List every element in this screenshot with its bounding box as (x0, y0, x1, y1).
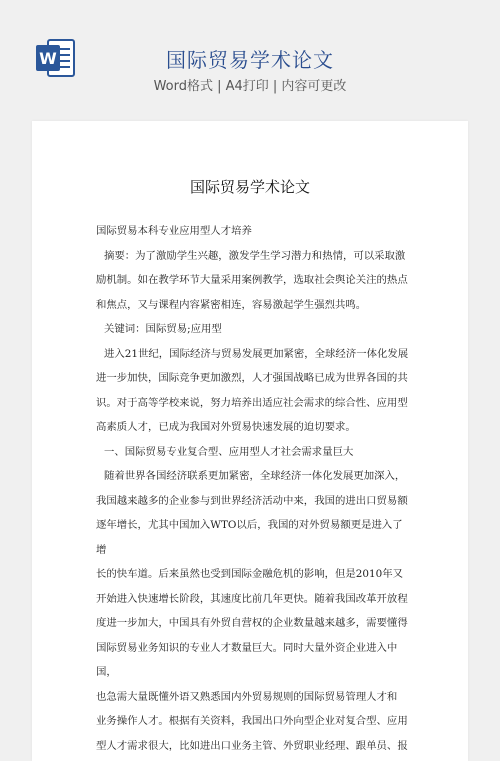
page-subtitle: Word格式 | A4打印 | 内容可更改 (153, 79, 347, 94)
text-line: 识。对于高等学校来说，努力培养出适应社会需求的综合性、应用型 (96, 396, 408, 409)
svg-text:W: W (39, 49, 57, 68)
document-title: 国际贸易学术论文 (189, 178, 310, 196)
text-line: 型人才需求很大，比如进出口业务主管、外贸职业经理、跟单员、报 (96, 739, 408, 752)
text-line: 长的快车道。后来虽然也受到国际金融危机的影响，但是2010年又 (96, 568, 403, 580)
text-line: 开始进入快速增长阶段，其速度比前几年更快。随着我国改革开放程 (96, 592, 408, 605)
text-line: 业务操作人才。根据有关资料，我国出口外向型企业对复合型、应用 (96, 715, 408, 727)
text-line: 随着世界各国经济联系更加紧密，全球经济一体化发展更加深入， (104, 470, 406, 482)
text-line: 度进一步加大，中国具有外贸自营权的企业数量越来越多，需要懂得 (96, 617, 408, 629)
page-title: 国际贸易学术论文 (166, 48, 334, 72)
text-line: 进一步加快，国际竞争更加激烈，人才强国战略已成为世界各国的共 (96, 372, 408, 384)
text-line: 逐年增长，尤其中国加入WTO以后，我国的对外贸易额更是进入了增 (96, 519, 403, 556)
text-line: 高素质人才，已成为我国对外贸易快速发展的迫切要求。 (96, 421, 356, 433)
text-line: 国际贸易本科专业应用型人才培养 (96, 225, 252, 237)
text-line: 关键词：国际贸易;应用型 (104, 323, 222, 335)
text-line: 和焦点，又与课程内容紧密相连，容易激起学生强烈共鸣。 (96, 298, 367, 311)
document-page (32, 121, 468, 761)
text-line: 励机制。如在教学环节大量采用案例教学，选取社会舆论关注的热点 (96, 274, 408, 286)
text-line: 摘要：为了激励学生兴趣，激发学生学习潜力和热情，可以采取激 (104, 249, 406, 262)
page-header (0, 0, 500, 118)
text-line: 也急需大量既懂外语又熟悉国内外贸易规则的国际贸易管理人才和 (96, 690, 398, 703)
text-line: 国际贸易业务知识的专业人才数量巨大。同时大量外资企业进入中国， (96, 641, 398, 678)
text-line: 我国越来越多的企业参与到世界经济活动中来，我国的进出口贸易额 (96, 494, 408, 507)
section-heading: 一、国际贸易专业复合型、应用型人才社会需求量巨大 (104, 445, 354, 458)
text-line: 进入21世纪，国际经济与贸易发展更加紧密，全球经济一体化发展 (104, 347, 409, 360)
document-body (96, 219, 412, 758)
